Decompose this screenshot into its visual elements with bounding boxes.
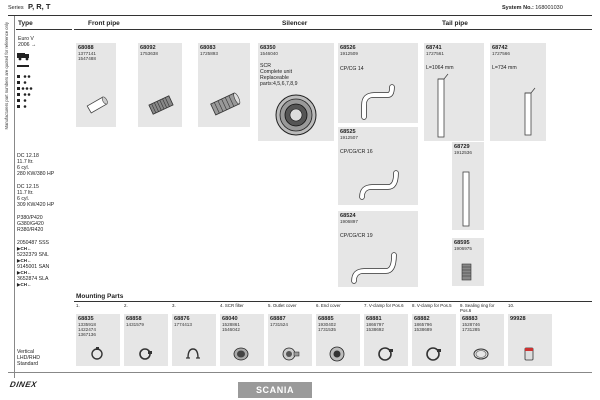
end-cover-icon xyxy=(328,346,348,362)
pipe-length: L=1064 mm xyxy=(426,65,454,71)
mounting-part-card[interactable] xyxy=(412,314,456,366)
oem-ref: 1546040 xyxy=(260,51,278,56)
part-card-68092[interactable] xyxy=(138,43,182,127)
model-1: P380/P420 xyxy=(17,215,43,221)
oem-ref: 1906897 xyxy=(340,219,358,224)
oem-ref: 1912507 xyxy=(340,135,358,140)
mounting-part-card[interactable] xyxy=(220,314,264,366)
part-card-68088[interactable] xyxy=(76,43,116,127)
oem-ref: 1538689 xyxy=(414,327,432,332)
part-number: 68524 xyxy=(340,213,356,219)
part-card-68595[interactable] xyxy=(452,238,484,286)
oem-ref: 1930402 xyxy=(318,322,336,327)
oem-ref: 1912536 xyxy=(454,150,472,155)
mounting-part-card[interactable] xyxy=(316,314,360,366)
bent-pipe-icon xyxy=(358,167,402,201)
oem-ref-number: 5232379 SNL xyxy=(17,252,49,258)
mounting-part-card[interactable] xyxy=(76,314,120,366)
oem-refs xyxy=(340,219,358,224)
pipe-variant: CP/CG 14 xyxy=(340,66,364,72)
part-number: 68526 xyxy=(340,45,356,51)
part-number: 68729 xyxy=(454,144,470,150)
engine-1-code: DC 12.18 xyxy=(17,153,39,159)
mounting-part-index: 2. xyxy=(124,303,128,308)
oem-ref: 1912509 xyxy=(340,51,358,56)
front-pipe-heading: Front pipe xyxy=(88,20,120,27)
oem-ref-tag: ▶CH← xyxy=(17,246,32,251)
orientation: Vertical xyxy=(17,349,35,355)
drive-side: LHD/RHD xyxy=(17,355,41,361)
part-number: 68092 xyxy=(140,45,156,51)
oem-refs xyxy=(126,322,144,327)
left-vertical-rule xyxy=(14,16,15,378)
oem-refs xyxy=(270,322,288,327)
mounting-part-index: 6. End cover xyxy=(316,303,341,308)
clamp-icon xyxy=(88,346,108,362)
engine-spec-1 xyxy=(17,153,54,177)
part-number: 68741 xyxy=(426,45,442,51)
oem-refs xyxy=(78,322,96,337)
model-3: R380/R420 xyxy=(17,227,44,233)
mounting-part-card[interactable] xyxy=(460,314,504,366)
description-line: Complete unit xyxy=(260,69,293,75)
oem-refs xyxy=(200,51,218,56)
oem-refs xyxy=(454,246,472,251)
oem-ref-tag: ▶CH← xyxy=(17,282,32,287)
variant: Standard xyxy=(17,361,39,367)
clamp-icon xyxy=(136,346,156,362)
part-card-68729[interactable] xyxy=(452,142,484,230)
euro-class: Euro V xyxy=(18,36,34,42)
part-number: 68083 xyxy=(200,45,216,51)
config-icons xyxy=(17,75,33,115)
oem-refs xyxy=(174,322,192,327)
oem-ref: 1377141 xyxy=(78,51,96,56)
part-number: 68882 xyxy=(414,316,430,322)
oem-refs xyxy=(414,322,432,332)
outlet-cover-icon xyxy=(280,346,300,362)
oem-ref-number: 3652874 SLA xyxy=(17,276,49,282)
mounting-part-card[interactable] xyxy=(124,314,168,366)
road-icon xyxy=(17,64,31,69)
oem-refs xyxy=(340,51,358,56)
engine-2-power: 309 KW/420 HP xyxy=(17,202,55,208)
part-number: 68883 xyxy=(462,316,478,322)
engine-1-power: 280 KW/380 HP xyxy=(17,171,55,177)
part-number: 68876 xyxy=(174,316,190,322)
oem-ref: 1367136 xyxy=(78,332,96,337)
oem-ref: 1865796 xyxy=(414,322,432,327)
model-2: G380/G420 xyxy=(17,221,44,227)
mounting-part-card[interactable] xyxy=(268,314,312,366)
oem-ref: 1731524 xyxy=(270,322,288,327)
oem-ref: 1727561 xyxy=(426,51,444,56)
oem-ref: 1731285 xyxy=(462,327,480,332)
oem-refs xyxy=(454,150,472,155)
mounting-part-index: 3. xyxy=(172,303,176,308)
flex-pipe-icon xyxy=(210,93,240,115)
bent-pipe-icon xyxy=(350,249,400,285)
oem-ref: 1431579 xyxy=(126,322,144,327)
part-number: 68887 xyxy=(270,316,286,322)
tail-pipe-icon xyxy=(520,87,540,137)
mounting-parts-heading: Mounting Parts xyxy=(76,293,124,300)
part-number: 99928 xyxy=(510,316,526,322)
system-number: System No.: 168001030 xyxy=(502,5,563,11)
oem-ref-tag: ▶CH← xyxy=(17,270,32,275)
footer-rule xyxy=(8,372,592,373)
part-number: 68885 xyxy=(318,316,334,322)
part-number: 68525 xyxy=(340,129,356,135)
part-card-68741[interactable] xyxy=(424,43,484,141)
oem-ref: 1547488 xyxy=(78,56,96,61)
part-number: 68881 xyxy=(366,316,382,322)
silencer-description xyxy=(260,63,298,87)
oem-ref: 1731535 xyxy=(318,327,336,332)
engine-2-volume: 11.7 ltr. xyxy=(17,190,34,196)
part-number: 68088 xyxy=(78,45,94,51)
oem-refs xyxy=(140,51,158,56)
oem-ref: 1906975 xyxy=(454,246,472,251)
part-card-68524[interactable] xyxy=(338,211,418,287)
type-label: Type xyxy=(18,20,33,27)
mounting-part-index: 9. Sealing ring for Pos.6 xyxy=(460,303,495,313)
engine-2-cylinders: 6 cyl. xyxy=(17,196,30,202)
brand-bar xyxy=(238,382,312,398)
part-number: 68350 xyxy=(260,45,276,51)
pipe-variant: CP/CG/CR 16 xyxy=(340,149,373,155)
description-line: parts:4,5,6,7,8,9 xyxy=(260,81,298,87)
part-number: 68040 xyxy=(222,316,238,322)
oem-ref-tag: ▶CH← xyxy=(17,258,32,263)
mounting-part-index: 10. xyxy=(508,303,515,308)
mounting-part-card[interactable] xyxy=(364,314,408,366)
part-card-68350[interactable] xyxy=(258,43,334,141)
oem-refs xyxy=(340,135,358,140)
silencer-icon xyxy=(274,93,318,137)
oem-ref: 1538692 xyxy=(366,327,384,332)
part-card-68742[interactable] xyxy=(490,43,546,141)
mounting-rule xyxy=(74,301,592,302)
oem-refs xyxy=(318,322,336,332)
description-line: Replaceable xyxy=(260,75,289,81)
oem-refs xyxy=(78,51,96,61)
tail-pipe-heading: Tail pipe xyxy=(442,20,468,27)
pipe-icon xyxy=(86,95,108,115)
engine-spec-2 xyxy=(17,184,54,208)
series-label: Series P, R, T xyxy=(8,2,51,11)
part-card-68083[interactable] xyxy=(198,43,250,127)
pipe-length: L=734 mm xyxy=(492,65,517,71)
sealing-ring-icon xyxy=(472,346,492,362)
part-number: 68858 xyxy=(126,316,142,322)
description-line: SCR xyxy=(260,63,271,69)
oem-ref-number: 2050487 SSS xyxy=(17,240,50,246)
flex-pipe-icon xyxy=(460,262,474,282)
header-rule xyxy=(8,15,592,16)
models xyxy=(17,215,44,233)
oem-ref: 1727566 xyxy=(492,51,510,56)
pipe-variant: CP/CG/CR 19 xyxy=(340,233,373,239)
section-rule xyxy=(74,29,592,30)
oem-ref: 1546042 xyxy=(222,327,240,332)
oem-refs xyxy=(366,322,384,332)
mounting-part-index: 5. Outlet cover xyxy=(268,303,297,308)
type-rule xyxy=(16,29,72,30)
mounting-part-index: 8. V-clamp for Pos.5 xyxy=(412,303,452,308)
oem-ref: 1753638 xyxy=(140,51,158,56)
oem-refs xyxy=(222,322,240,332)
v-clamp-icon xyxy=(424,346,444,362)
part-number: 68835 xyxy=(78,316,94,322)
part-card-68526[interactable] xyxy=(338,43,418,123)
oem-ref: 1528746 xyxy=(462,322,480,327)
oem-ref: 1335918 xyxy=(78,322,96,327)
silencer-heading: Silencer xyxy=(282,20,308,27)
engine-2-code: DC 12.15 xyxy=(17,184,39,190)
oem-refs xyxy=(260,51,278,56)
mounting-part-index: 4. SCR filter xyxy=(220,303,244,308)
part-number: 68595 xyxy=(454,240,470,246)
mounting-orientation xyxy=(17,349,40,367)
reference-note: Manufacturers part numbers are quoted for reference only xyxy=(4,22,9,130)
bent-pipe-icon xyxy=(358,81,398,121)
oem-refs xyxy=(462,322,480,332)
year: 2006 → xyxy=(18,42,37,48)
oem-ref-number: 9145001 SAN xyxy=(17,264,50,270)
straight-pipe-icon xyxy=(460,170,474,228)
oem-ref: 1774413 xyxy=(174,322,192,327)
mounting-part-card[interactable] xyxy=(172,314,216,366)
u-bolt-icon xyxy=(184,346,204,362)
oem-refs xyxy=(426,51,444,56)
flex-pipe-icon xyxy=(148,95,174,115)
scr-filter-icon xyxy=(232,346,252,362)
part-card-68525[interactable] xyxy=(338,127,418,205)
brand-name: SCANIA xyxy=(255,385,295,395)
oem-ref: 1422474 xyxy=(78,327,96,332)
part-number: 68742 xyxy=(492,45,508,51)
oem-ref: 1528861 xyxy=(222,322,240,327)
engine-1-volume: 11.7 ltr. xyxy=(17,159,34,165)
mounting-part-index: 7. V-clamp for Pos.6 xyxy=(364,303,404,308)
paste-tube-icon xyxy=(520,346,540,362)
oem-ref: 1866797 xyxy=(366,322,384,327)
v-clamp-icon xyxy=(376,346,396,362)
oem-references xyxy=(17,240,49,288)
engine-1-cylinders: 6 cyl. xyxy=(17,165,30,171)
oem-ref: 1725893 xyxy=(200,51,218,56)
mounting-part-index: 1. xyxy=(76,303,80,308)
mounting-part-card[interactable] xyxy=(508,314,552,366)
truck-icon xyxy=(17,51,31,61)
dinex-logo: DINEX xyxy=(9,380,38,389)
oem-refs xyxy=(492,51,510,56)
tail-pipe-icon xyxy=(432,73,452,139)
series-value: P, R, T xyxy=(28,2,51,11)
